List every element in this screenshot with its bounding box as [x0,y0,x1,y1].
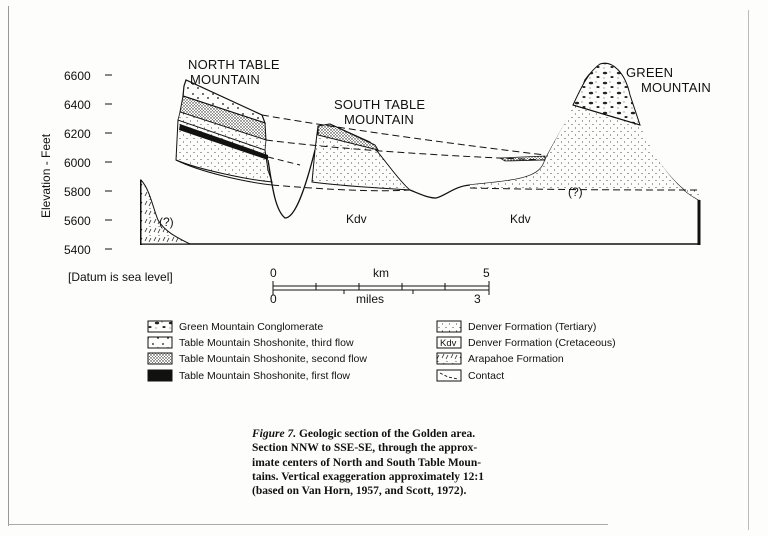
legend-label: Table Mountain Shoshonite, first flow [179,370,351,382]
legend-swatch-third-flow [148,337,172,348]
scale-bar [270,266,490,306]
caption-line-3: imate centers of North and South Table Moun- [252,456,482,469]
y-tick-label: 5600 [64,214,91,228]
legend-label: Denver Formation (Cretaceous) [468,337,616,349]
y-tick-label: 5800 [64,185,91,199]
legend-swatch-symbol: Kdv [440,338,457,349]
y-tick-label: 6600 [64,69,91,83]
scale-km-label: km [373,266,389,280]
y-tick-label: 5400 [64,243,91,257]
north-table-label-line1: NORTH TABLE [188,57,280,72]
y-tick-label: 6000 [64,156,91,170]
scale-miles-end: 3 [474,292,481,306]
scale-km-end: 5 [483,266,490,280]
caption-line-5: (based on Van Horn, 1957, and Scott, 1972). [252,485,467,498]
legend-swatch-conglomerate [148,321,172,332]
legend-swatch-arapahoe [437,353,461,364]
caption-line-2: Section NNW to SSE-SE, through the approx- [252,442,478,455]
scale-km-start: 0 [270,266,277,280]
y-tick-label: 6200 [64,127,91,141]
green-mountain-denver-tertiary [470,105,699,200]
legend-swatch-first-flow [148,370,172,381]
dashed-contact-first-flow [268,157,300,165]
south-table-label-line2: MOUNTAIN [344,112,414,127]
legend-label: Arapahoe Formation [468,353,564,365]
legend-label: Green Mountain Conglomerate [179,321,324,333]
scale-miles-label: miles [356,292,385,306]
legend-swatch-denver-tertiary [437,321,461,332]
caption-figure-number: Figure 7. [252,428,297,440]
arapahoe-formation-area [141,180,190,244]
legend-left [148,321,367,382]
north-table-label-line2: MOUNTAIN [190,72,260,87]
south-table-label-line1: SOUTH TABLE [334,97,426,112]
legend-label: Table Mountain Shoshonite, third flow [179,337,354,349]
legend-label: Table Mountain Shoshonite, second flow [179,353,367,365]
figure-caption [252,427,552,498]
caption-line-1 [252,427,552,441]
legend-right [437,321,616,382]
clear-creek-valley [268,150,315,218]
legend-swatch-contact [437,370,461,381]
legend-label: Denver Formation (Tertiary) [468,321,597,333]
green-mountain-flow-remnant [500,156,545,161]
caption-line-4: tains. Vertical exaggeration approximately 12:1 [252,470,484,483]
caption-line-1-text: Geologic section of the Golden area. [296,428,476,440]
kdv-label-right: Kdv [510,212,531,226]
scale-miles-start: 0 [270,292,277,306]
unknown-label-left: (?) [159,215,174,229]
y-tick-label: 6400 [64,98,91,112]
legend-label: Contact [468,370,505,382]
unknown-label-right: (?) [568,185,583,199]
kdv-label-left: Kdv [346,212,367,226]
green-mountain-label-line1: GREEN [626,65,674,80]
y-axis-label: Elevation - Feet [39,133,53,218]
legend-swatch-second-flow [148,353,172,364]
datum-note: [Datum is sea level] [68,270,173,284]
y-axis [39,69,112,257]
green-mountain-label-line2: MOUNTAIN [641,80,711,95]
